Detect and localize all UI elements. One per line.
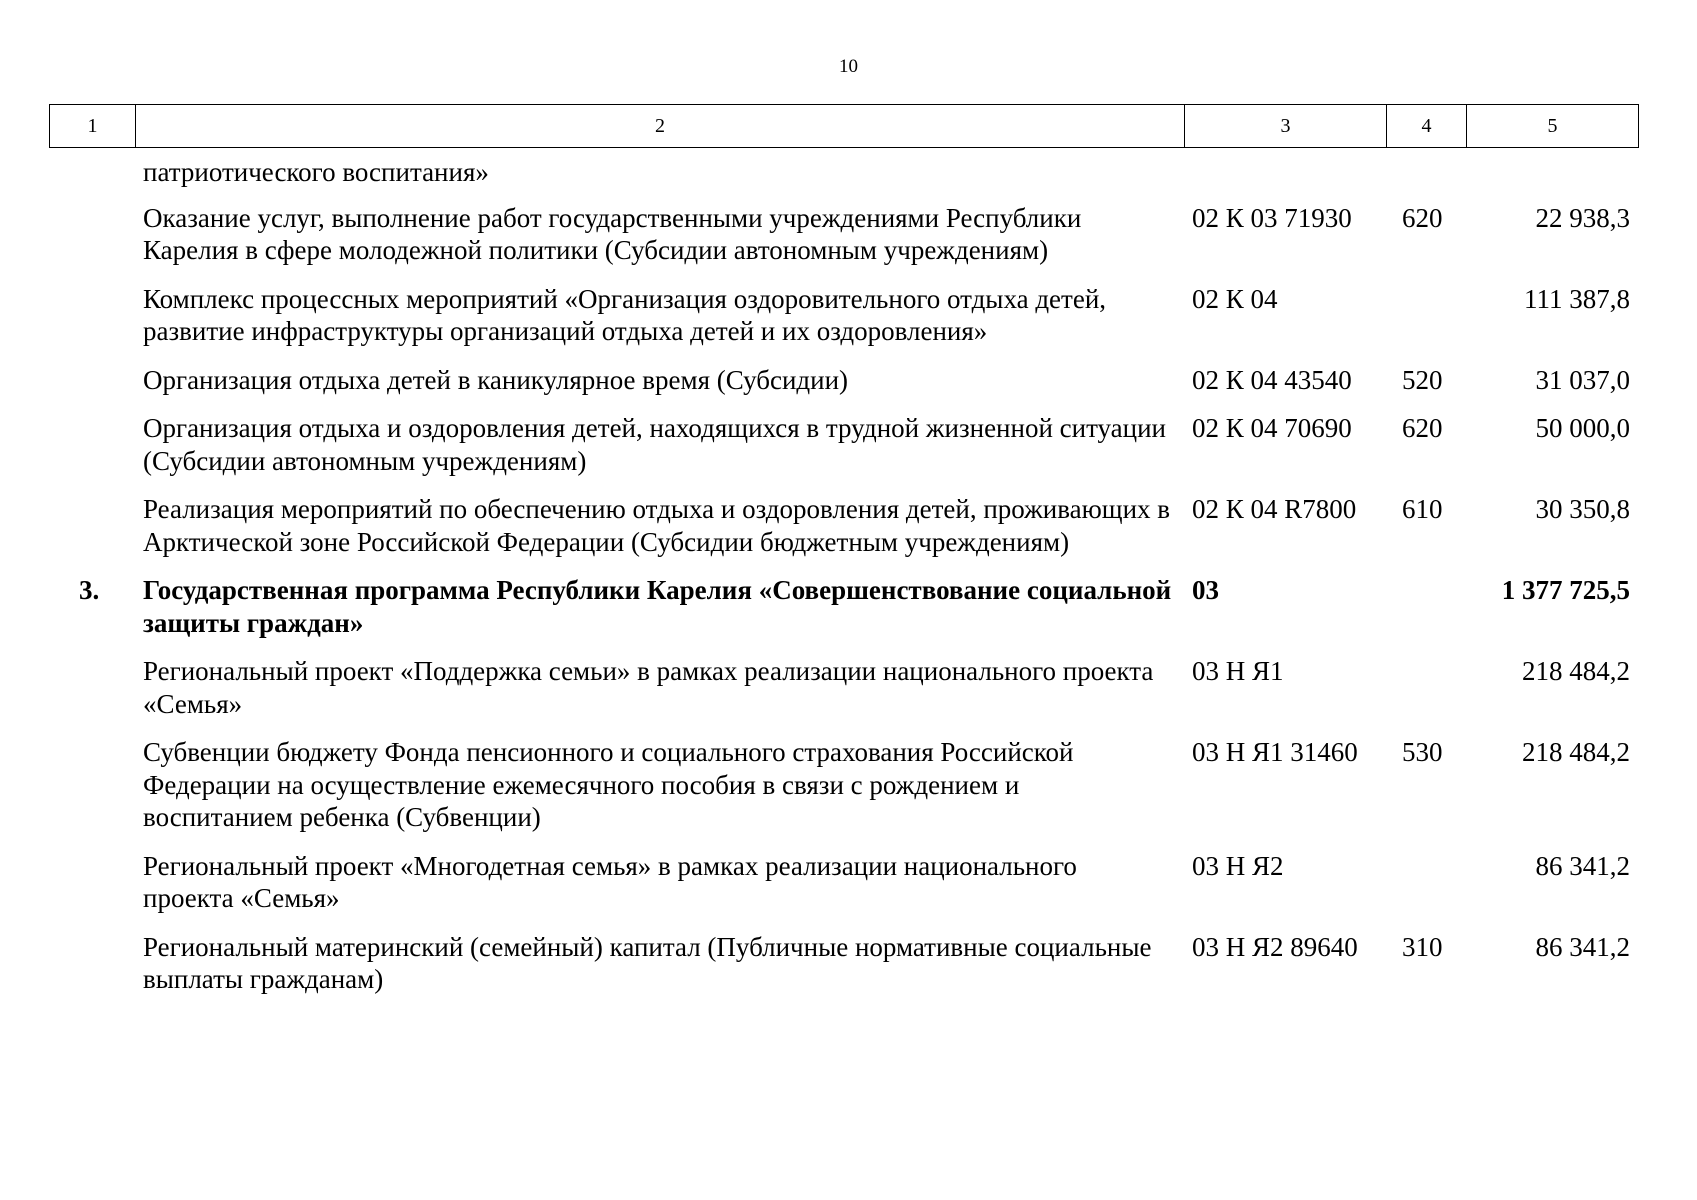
row-expense-type: 310 (1402, 931, 1443, 962)
column-header-table (49, 104, 1639, 148)
table-row (49, 736, 1638, 834)
row-number (49, 412, 135, 477)
row-number (49, 736, 135, 834)
row-description: Реализация мероприятий по обеспечению отдыха и оздоровления детей, проживающих в Арктической зоне Российской Федерации (Субсидии бюджетным учреждениям) (143, 494, 1171, 557)
table-row (49, 655, 1638, 720)
row-amount (1466, 156, 1638, 189)
column-header-5: 5 (1467, 105, 1639, 148)
table-row (49, 156, 1638, 189)
table-row (49, 283, 1638, 348)
table-row (49, 850, 1638, 915)
row-expense-type: 530 (1402, 737, 1443, 767)
row-target-code: 03 (1192, 575, 1219, 605)
table-row (49, 931, 1638, 996)
row-description: Оказание услуг, выполнение работ государственными учреждениями Республики Карелия в сфере молодежной политики (Субсидии автономным учреждениям) (143, 202, 1082, 265)
row-target-code: 02 К 04 (1192, 283, 1278, 314)
row-number (49, 283, 135, 348)
row-number (49, 202, 135, 267)
row-expense-type: 520 (1402, 364, 1443, 395)
row-expense-type (1386, 655, 1466, 720)
column-header-row (50, 105, 1639, 148)
row-description: Региональный проект «Поддержка семьи» в рамках реализации национального проекта «Семья» (143, 656, 1154, 719)
row-amount: 86 341,2 (1535, 850, 1630, 881)
table-row (49, 202, 1638, 267)
column-header-1: 1 (50, 105, 136, 148)
row-expense-type (1386, 574, 1466, 639)
row-amount: 218 484,2 (1522, 737, 1630, 767)
table-row (49, 364, 1638, 397)
row-amount: 218 484,2 (1522, 656, 1630, 686)
budget-table-body (49, 156, 1638, 1012)
row-expense-type (1386, 850, 1466, 915)
column-header-4: 4 (1387, 105, 1467, 148)
row-amount: 30 350,8 (1535, 494, 1630, 524)
row-target-code: 02 К 04 43540 (1192, 364, 1352, 395)
table-row-program (49, 574, 1638, 639)
row-target-code: 02 К 04 70690 (1192, 413, 1352, 443)
row-expense-type (1386, 156, 1466, 189)
row-number (49, 931, 135, 996)
row-expense-type: 610 (1402, 494, 1443, 524)
row-description: Субвенции бюджету Фонда пенсионного и социального страхования Российской Федерации на осуществление ежемесячного пособия в связи с рождением и воспитанием ребенка (Субвенции) (143, 737, 1074, 832)
row-amount: 50 000,0 (1535, 413, 1630, 443)
row-description: Региональный проект «Многодетная семья» в рамках реализации национального проекта «Семья» (143, 850, 1077, 913)
row-target-code: 03 Н Я1 31460 (1192, 737, 1358, 767)
page-number: 10 (839, 56, 858, 77)
row-target-code: 02 К 04 R7800 (1192, 494, 1357, 524)
row-amount: 1 377 725,5 (1501, 575, 1630, 605)
row-description: Государственная программа Республики Карелия «Совершенствование социальной защиты граждан» (143, 575, 1172, 638)
row-number (49, 655, 135, 720)
row-number (49, 364, 135, 397)
column-header-2: 2 (136, 105, 1185, 148)
row-number (49, 493, 135, 558)
row-expense-type (1386, 283, 1466, 348)
row-target-code: 03 Н Я2 (1192, 850, 1284, 881)
row-expense-type: 620 (1402, 413, 1443, 443)
row-amount: 86 341,2 (1535, 931, 1630, 962)
column-header-3: 3 (1185, 105, 1387, 148)
row-target-code: 03 Н Я1 (1192, 656, 1284, 686)
row-amount: 22 938,3 (1535, 202, 1630, 233)
row-number: 3. (79, 575, 100, 605)
table-row (49, 493, 1638, 558)
row-target-code (1184, 156, 1386, 189)
row-description: патриотического воспитания» (143, 157, 489, 187)
row-expense-type: 620 (1402, 202, 1443, 233)
row-description: Организация отдыха детей в каникулярное время (Субсидии) (143, 364, 849, 395)
row-description: Организация отдыха и оздоровления детей, находящихся в трудной жизненной ситуации (Субсидии автономным учреждениям) (143, 413, 1167, 476)
row-description: Региональный материнский (семейный) капитал (Публичные нормативные социальные выплаты гражданам) (143, 931, 1152, 994)
table-row (49, 412, 1638, 477)
row-number (49, 850, 135, 915)
row-amount: 111 387,8 (1524, 283, 1630, 314)
row-target-code: 03 Н Я2 89640 (1192, 931, 1358, 962)
row-number (49, 156, 135, 189)
row-description: Комплекс процессных мероприятий «Организация оздоровительного отдыха детей, развитие инфраструктуры организаций отдыха детей и их оздоровления» (143, 283, 1107, 346)
row-amount: 31 037,0 (1535, 364, 1630, 395)
row-target-code: 02 К 03 71930 (1192, 202, 1352, 233)
